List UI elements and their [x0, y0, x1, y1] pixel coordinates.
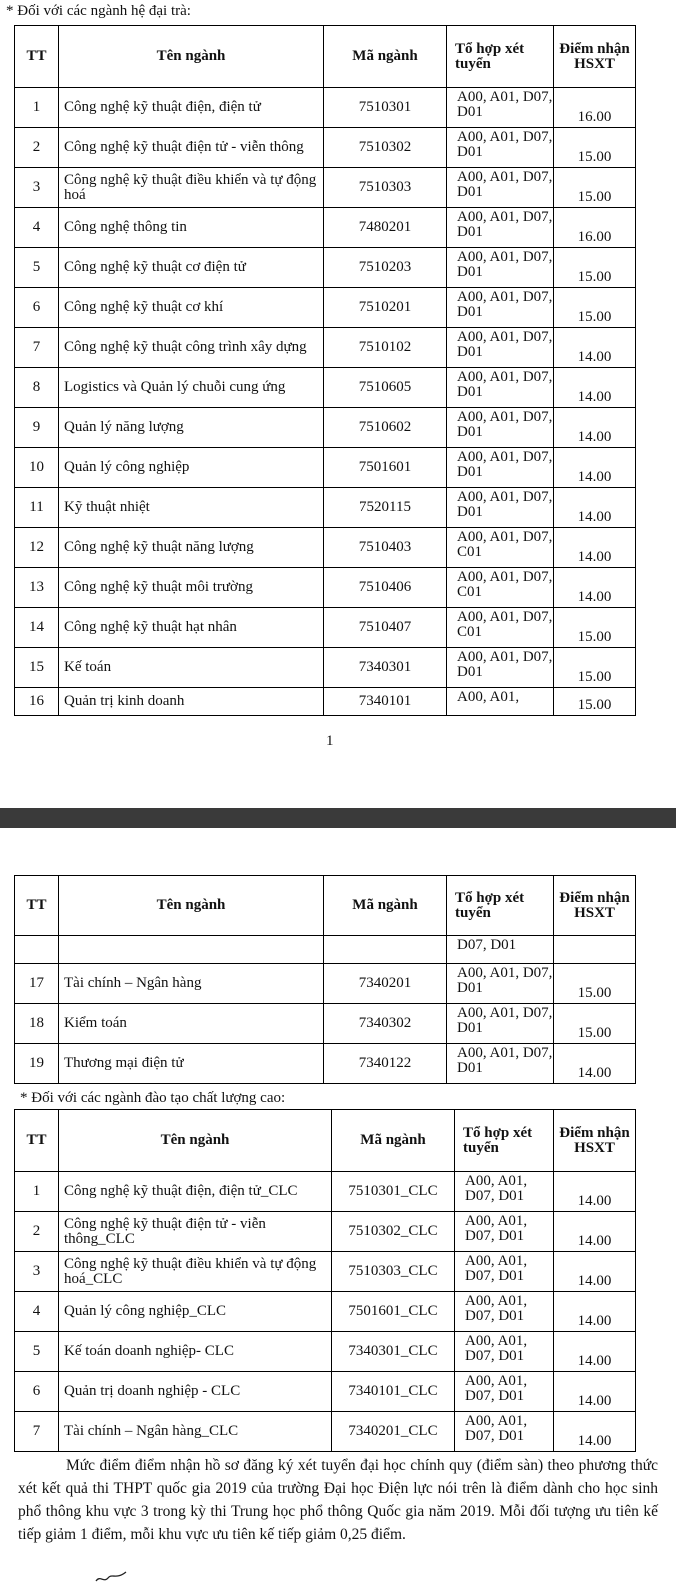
table-row: [15, 964, 636, 1004]
admission-score: 15.00: [554, 964, 636, 1004]
regular-programs-body: [15, 88, 636, 716]
table-row: [15, 1292, 636, 1332]
table-row: [15, 168, 636, 208]
row-index: 7: [15, 328, 59, 368]
header-code: Mã ngành: [324, 26, 447, 88]
subject-combination: A00, A01, D07, D01: [447, 168, 554, 208]
table-header-row: [15, 1110, 636, 1172]
program-name: Kiểm toán: [59, 1004, 324, 1044]
subject-combination: A00, A01, D07, C01: [447, 608, 554, 648]
program-name: Công nghệ kỹ thuật điện, điện tử_CLC: [59, 1172, 332, 1212]
header-score: Điểm nhận HSXT: [554, 26, 636, 88]
header-name: Tên ngành: [59, 26, 324, 88]
table-row: [15, 608, 636, 648]
row-index: 13: [15, 568, 59, 608]
program-code: 7501601: [324, 448, 447, 488]
row-index: [15, 936, 59, 964]
table-row: [15, 1252, 636, 1292]
subject-combination: A00, A01, D07, D01: [455, 1372, 554, 1412]
admission-score: 15.00: [554, 648, 636, 688]
program-name: Quản trị kinh doanh: [59, 688, 324, 716]
header-combo: Tổ hợp xét tuyển: [447, 26, 554, 88]
row-index: 2: [15, 128, 59, 168]
admission-score: 14.00: [554, 368, 636, 408]
high-quality-programs-body: [15, 1172, 636, 1452]
program-name: [59, 936, 324, 964]
program-name: Logistics và Quản lý chuỗi cung ứng: [59, 368, 324, 408]
program-name: Công nghệ kỹ thuật hạt nhân: [59, 608, 324, 648]
regular-programs-continued-body: [15, 936, 636, 1084]
row-index: 4: [15, 208, 59, 248]
admission-score: 15.00: [554, 128, 636, 168]
program-code: 7510201: [324, 288, 447, 328]
table-row: [15, 488, 636, 528]
row-index: 18: [15, 1004, 59, 1044]
subject-combination: A00, A01, D07, D01: [447, 288, 554, 328]
program-name: Quản trị doanh nghiệp - CLC: [59, 1372, 332, 1412]
program-name: Công nghệ kỹ thuật cơ khí: [59, 288, 324, 328]
explanatory-paragraph: Mức điểm điểm nhận hồ sơ đăng ký xét tuyển đại học chính quy (điểm sàn) theo phương thức xét kết quả thi THPT quốc gia 2019 của trường Đại học Điện lực nói trên là điểm dành cho học sinh phổ thông khu vực 3 trong kỳ thi Trung học phổ thông Quốc gia năm 2019. Mỗi đối tượng ưu tiên kế tiếp giảm 1 điểm, mỗi khu vực ưu tiên kế tiếp giảm 0,25 điểm.: [18, 1457, 658, 1543]
regular-programs-table-continued: [14, 875, 636, 1084]
admission-score: 14.00: [554, 1412, 636, 1452]
high-quality-programs-table: [14, 1109, 636, 1452]
table-row: [15, 408, 636, 448]
header-combo: Tổ hợp xét tuyển: [447, 876, 554, 936]
admission-score: 15.00: [554, 248, 636, 288]
row-index: 14: [15, 608, 59, 648]
table-row: [15, 208, 636, 248]
program-code: 7340302: [324, 1004, 447, 1044]
table-row: [15, 1372, 636, 1412]
program-code: 7520115: [324, 488, 447, 528]
row-index: 8: [15, 368, 59, 408]
program-name: Thương mại điện tử: [59, 1044, 324, 1084]
table-row: [15, 1004, 636, 1044]
subject-combination: D07, D01: [447, 936, 554, 964]
header-tt: TT: [15, 876, 59, 936]
subject-combination: A00, A01, D07, D01: [447, 448, 554, 488]
admission-score: 14.00: [554, 1292, 636, 1332]
admission-score: 15.00: [554, 168, 636, 208]
subject-combination: A00, A01, D07, D01: [455, 1252, 554, 1292]
table-row: [15, 248, 636, 288]
program-code: 7340301_CLC: [332, 1332, 455, 1372]
subject-combination: A00, A01, D07, D01: [455, 1212, 554, 1252]
admission-score: 14.00: [554, 1172, 636, 1212]
row-index: 6: [15, 288, 59, 328]
admission-score: 14.00: [554, 1252, 636, 1292]
table-row: [15, 648, 636, 688]
header-combo: Tổ hợp xét tuyển: [455, 1110, 554, 1172]
subject-combination: A00, A01, D07, D01: [455, 1292, 554, 1332]
table-row: [15, 936, 636, 964]
subject-combination: A00, A01, D07, D01: [447, 248, 554, 288]
program-name: Công nghệ thông tin: [59, 208, 324, 248]
program-name: Công nghệ kỹ thuật năng lượng: [59, 528, 324, 568]
table-row: [15, 448, 636, 488]
program-code: 7510301_CLC: [332, 1172, 455, 1212]
subject-combination: A00, A01, D07, D01: [447, 88, 554, 128]
admission-score: 14.00: [554, 568, 636, 608]
program-code: 7510605: [324, 368, 447, 408]
admission-score: 15.00: [554, 608, 636, 648]
regular-programs-table: [14, 25, 636, 716]
program-code: 7480201: [324, 208, 447, 248]
program-name: Công nghệ kỹ thuật công trình xây dựng: [59, 328, 324, 368]
row-index: 17: [15, 964, 59, 1004]
admission-score: 15.00: [554, 688, 636, 716]
header-code: Mã ngành: [332, 1110, 455, 1172]
subject-combination: A00, A01, D07, D01: [447, 964, 554, 1004]
table-row: [15, 1412, 636, 1452]
program-code: 7340101: [324, 688, 447, 716]
admission-score: 14.00: [554, 488, 636, 528]
admission-score: 14.00: [554, 528, 636, 568]
program-name: Công nghệ kỹ thuật điều khiển và tự động hoá_CLC: [59, 1252, 332, 1292]
admission-score: 15.00: [554, 1004, 636, 1044]
program-code: 7510303_CLC: [332, 1252, 455, 1292]
handwritten-mark: [94, 1571, 128, 1585]
subject-combination: A00, A01, D07, D01: [447, 1004, 554, 1044]
subject-combination: A00, A01, D07, D01: [455, 1332, 554, 1372]
table-row: [15, 288, 636, 328]
program-code: 7510403: [324, 528, 447, 568]
program-name: Công nghệ kỹ thuật môi trường: [59, 568, 324, 608]
subject-combination: A00, A01, D07, D01: [447, 488, 554, 528]
table-row: [15, 688, 636, 716]
admission-score: 16.00: [554, 88, 636, 128]
header-code: Mã ngành: [324, 876, 447, 936]
subject-combination: A00, A01, D07, D01: [447, 208, 554, 248]
table-row: [15, 1172, 636, 1212]
section-note-regular: * Đối với các ngành hệ đại trà:: [6, 3, 191, 19]
program-code: 7340201_CLC: [332, 1412, 455, 1452]
row-index: 2: [15, 1212, 59, 1252]
subject-combination: A00, A01, D07, D01: [447, 368, 554, 408]
row-index: 16: [15, 688, 59, 716]
table-row: [15, 1332, 636, 1372]
program-name: Tài chính – Ngân hàng: [59, 964, 324, 1004]
program-name: Công nghệ kỹ thuật điện, điện tử: [59, 88, 324, 128]
program-code: 7510102: [324, 328, 447, 368]
program-code: 7340101_CLC: [332, 1372, 455, 1412]
subject-combination: A00, A01,: [447, 688, 554, 716]
subject-combination: A00, A01, D07, D01: [447, 408, 554, 448]
header-tt: TT: [15, 26, 59, 88]
row-index: 1: [15, 88, 59, 128]
program-code: [324, 936, 447, 964]
subject-combination: A00, A01, D07, D01: [447, 328, 554, 368]
program-code: 7510303: [324, 168, 447, 208]
program-code: 7340301: [324, 648, 447, 688]
table-header-row: [15, 26, 636, 88]
table-row: [15, 568, 636, 608]
program-name: Quản lý công nghiệp: [59, 448, 324, 488]
program-name: Công nghệ kỹ thuật điều khiển và tự động hoá: [59, 168, 324, 208]
header-score: Điểm nhận HSXT: [554, 1110, 636, 1172]
program-code: 7510301: [324, 88, 447, 128]
subject-combination: A00, A01, D07, C01: [447, 528, 554, 568]
program-code: 7340122: [324, 1044, 447, 1084]
row-index: 6: [15, 1372, 59, 1412]
row-index: 7: [15, 1412, 59, 1452]
program-name: Quản lý công nghiệp_CLC: [59, 1292, 332, 1332]
row-index: 3: [15, 168, 59, 208]
program-code: 7510602: [324, 408, 447, 448]
header-name: Tên ngành: [59, 876, 324, 936]
header-score: Điểm nhận HSXT: [554, 876, 636, 936]
admission-score: 14.00: [554, 328, 636, 368]
program-name: Tài chính – Ngân hàng_CLC: [59, 1412, 332, 1452]
page-separator: [0, 808, 676, 828]
program-name: Công nghệ kỹ thuật điện tử - viễn thông_CLC: [59, 1212, 332, 1252]
row-index: 11: [15, 488, 59, 528]
admission-score: 14.00: [554, 1332, 636, 1372]
program-name: Kỹ thuật nhiệt: [59, 488, 324, 528]
admission-score: [554, 936, 636, 964]
table-row: [15, 528, 636, 568]
admission-score: 16.00: [554, 208, 636, 248]
table-row: [15, 328, 636, 368]
table-row: [15, 1212, 636, 1252]
admission-score: 14.00: [554, 1212, 636, 1252]
admission-score: 14.00: [554, 1372, 636, 1412]
row-index: 15: [15, 648, 59, 688]
program-code: 7340201: [324, 964, 447, 1004]
program-code: 7510203: [324, 248, 447, 288]
subject-combination: A00, A01, D07, D01: [455, 1412, 554, 1452]
program-name: Kế toán: [59, 648, 324, 688]
program-code: 7510407: [324, 608, 447, 648]
header-name: Tên ngành: [59, 1110, 332, 1172]
program-name: Kế toán doanh nghiệp- CLC: [59, 1332, 332, 1372]
row-index: 4: [15, 1292, 59, 1332]
row-index: 3: [15, 1252, 59, 1292]
subject-combination: A00, A01, D07, D01: [455, 1172, 554, 1212]
row-index: 10: [15, 448, 59, 488]
row-index: 1: [15, 1172, 59, 1212]
table-row: [15, 88, 636, 128]
program-name: Quản lý năng lượng: [59, 408, 324, 448]
row-index: 5: [15, 1332, 59, 1372]
subject-combination: A00, A01, D07, D01: [447, 648, 554, 688]
table-row: [15, 128, 636, 168]
table-row: [15, 368, 636, 408]
admission-score: 14.00: [554, 408, 636, 448]
program-name: Công nghệ kỹ thuật điện tử - viễn thông: [59, 128, 324, 168]
program-code: 7510406: [324, 568, 447, 608]
header-tt: TT: [15, 1110, 59, 1172]
table-header-row: [15, 876, 636, 936]
program-code: 7510302: [324, 128, 447, 168]
admission-score: 14.00: [554, 448, 636, 488]
subject-combination: A00, A01, D07, D01: [447, 128, 554, 168]
admission-score: 15.00: [554, 288, 636, 328]
program-name: Công nghệ kỹ thuật cơ điện tử: [59, 248, 324, 288]
row-index: 19: [15, 1044, 59, 1084]
row-index: 9: [15, 408, 59, 448]
program-code: 7501601_CLC: [332, 1292, 455, 1332]
table-row: [15, 1044, 636, 1084]
subject-combination: A00, A01, D07, D01: [447, 1044, 554, 1084]
page-number: 1: [326, 733, 334, 749]
row-index: 12: [15, 528, 59, 568]
subject-combination: A00, A01, D07, C01: [447, 568, 554, 608]
section-note-high-quality: * Đối với các ngành đào tạo chất lượng cao:: [20, 1090, 286, 1106]
program-code: 7510302_CLC: [332, 1212, 455, 1252]
admission-score: 14.00: [554, 1044, 636, 1084]
row-index: 5: [15, 248, 59, 288]
